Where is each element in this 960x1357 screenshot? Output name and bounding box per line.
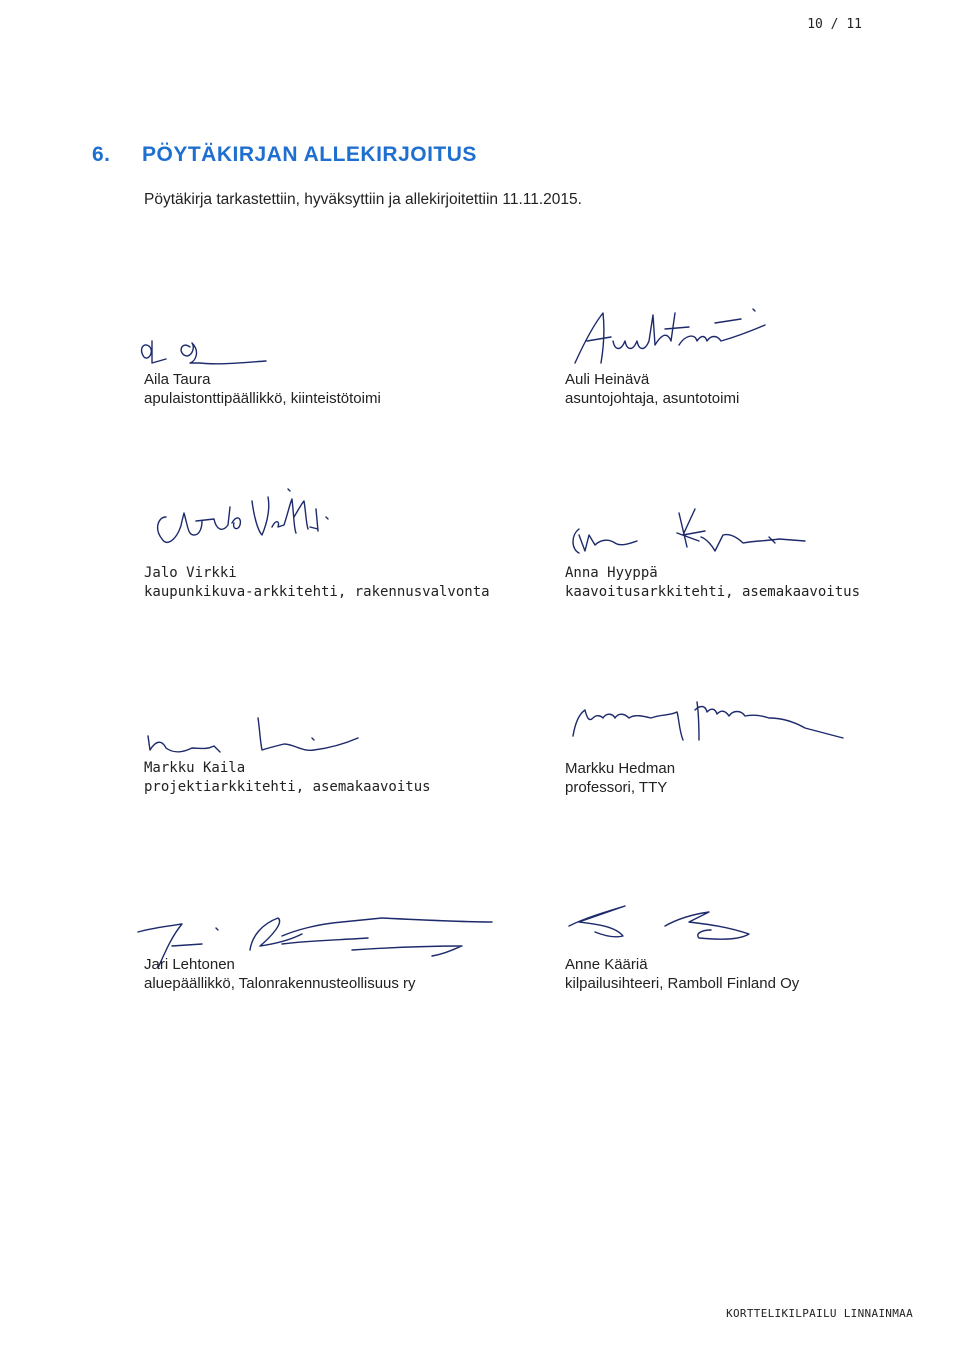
signatory-name: Anna Hyyppä (565, 565, 658, 581)
signatory-title: professori, TTY (565, 779, 668, 796)
handwritten-signature (144, 477, 384, 567)
signatory-title: kilpailusihteeri, Ramboll Finland Oy (565, 975, 800, 992)
signatory-title: aluepäällikkö, Talonrakennusteollisuus ry (144, 975, 416, 992)
signatory-name: Jari Lehtonen (144, 956, 235, 973)
signatory-title: asuntojohtaja, asuntotoimi (565, 390, 740, 407)
handwritten-signature (138, 327, 288, 377)
section-number: 6. (92, 143, 111, 166)
handwritten-signature (565, 301, 785, 371)
signatory-name: Anne Kääriä (565, 956, 648, 973)
signatory-name: Markku Hedman (565, 760, 676, 777)
signatory-name: Aila Taura (144, 371, 211, 388)
signatory-title: kaavoitusarkkitehti, asemakaavoitus (565, 584, 861, 600)
document-footer: KORTTELIKILPAILU LINNAINMAA (726, 1307, 913, 1320)
section-heading (92, 143, 477, 167)
signatory-name: Jalo Virkki (144, 565, 237, 581)
section-title: PÖYTÄKIRJAN ALLEKIRJOITUS (142, 143, 477, 166)
page-number: 10 / 11 (807, 17, 862, 32)
signatory-title: kaupunkikuva-arkkitehti, rakennusvalvonta (144, 584, 490, 600)
signatory-title: apulaistonttipäällikkö, kiinteistötoimi (144, 390, 381, 407)
handwritten-signature (565, 688, 855, 760)
signatory-title: projektiarkkitehti, asemakaavoitus (144, 779, 431, 795)
handwritten-signature (565, 902, 785, 954)
signatory-name: Auli Heinävä (565, 371, 650, 388)
signatory-name: Markku Kaila (144, 760, 246, 776)
handwritten-signature (565, 495, 835, 565)
handwritten-signature (144, 708, 384, 764)
approval-statement: Pöytäkirja tarkastettiin, hyväksyttiin ja allekirjoitettiin 11.11.2015. (144, 191, 582, 208)
